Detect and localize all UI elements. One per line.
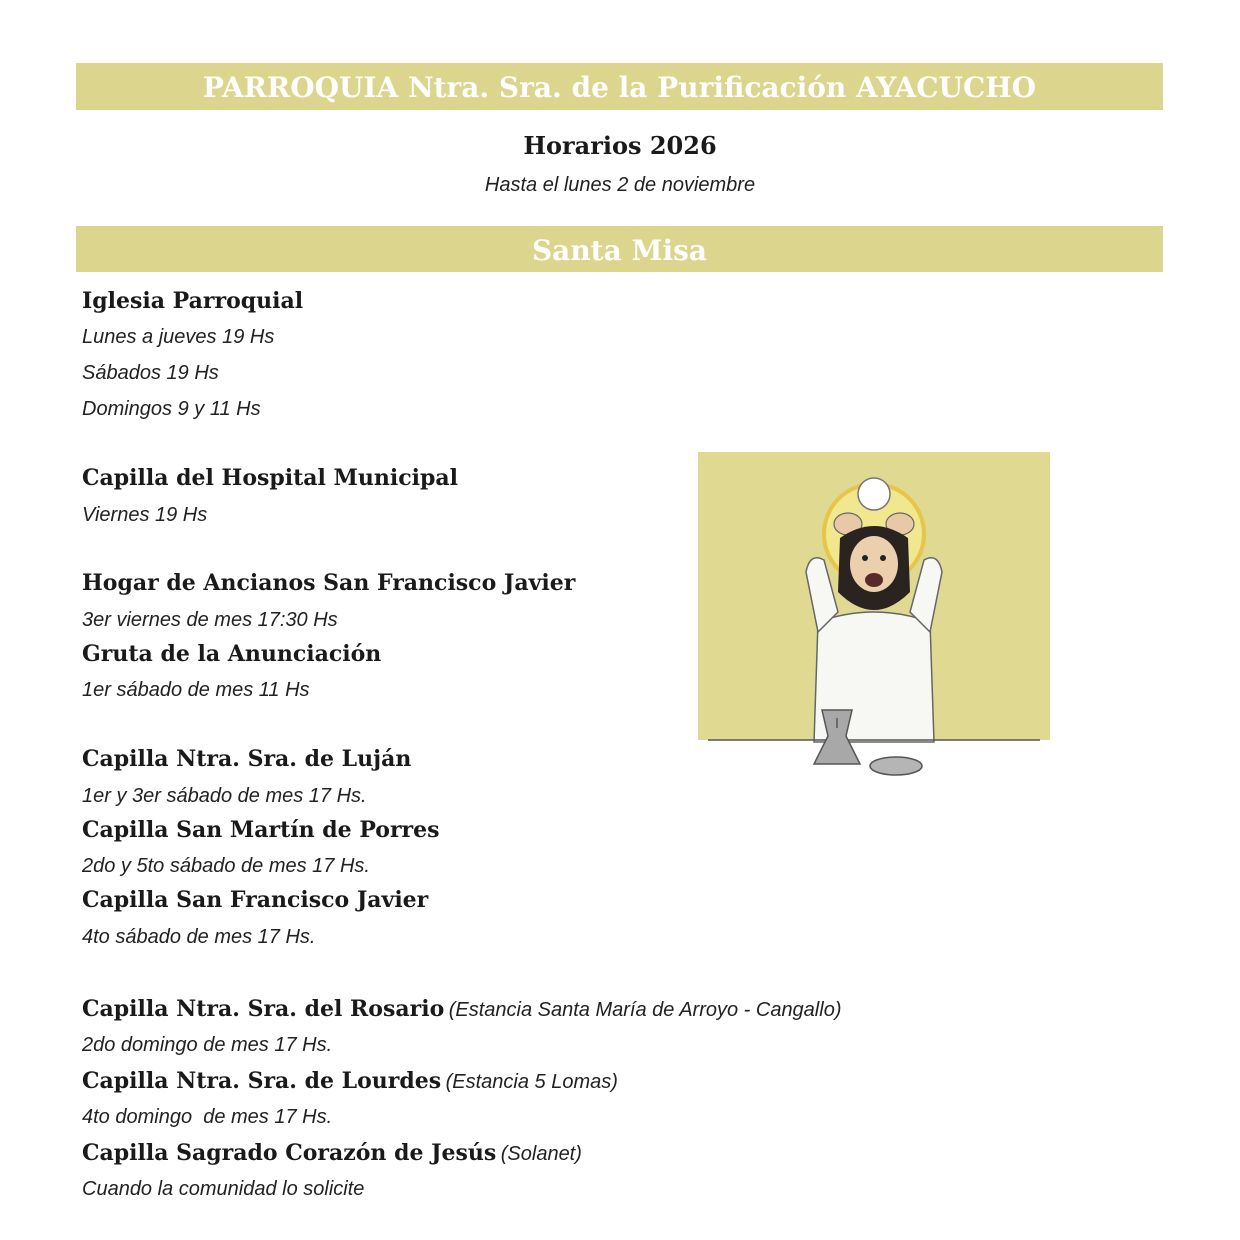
place-note: (Estancia Santa María de Arroyo - Cangallo) — [448, 999, 842, 1021]
place-heading — [82, 996, 841, 1022]
section-title: Santa Misa — [531, 234, 708, 267]
place-name: Iglesia Parroquial — [82, 288, 304, 314]
place-note: (Solanet) — [500, 1143, 582, 1165]
priest-elevating-host-icon — [698, 452, 1050, 792]
schedule-line: 3er viernes de mes 17:30 Hs — [82, 609, 338, 631]
place-name: Capilla Ntra. Sra. de Luján — [82, 746, 412, 772]
schedule-line: 1er y 3er sábado de mes 17 Hs. — [82, 785, 367, 807]
schedule-line: 1er sábado de mes 11 Hs — [82, 679, 310, 701]
page-title: Horarios 2026 — [523, 131, 717, 160]
schedule-line: Lunes a jueves 19 Hs — [82, 326, 275, 348]
schedule-line: Viernes 19 Hs — [82, 504, 208, 526]
parish-name: PARROQUIA Ntra. Sra. de la Purificación AYACUCHO — [202, 71, 1037, 104]
place-name: Gruta de la Anunciación — [82, 641, 382, 667]
place-heading — [82, 1140, 582, 1166]
place-name: Capilla San Francisco Javier — [82, 887, 429, 913]
parish-banner — [76, 63, 1163, 110]
schedule-line: 4to sábado de mes 17 Hs. — [82, 926, 316, 948]
place-name: Capilla Sagrado Corazón de Jesús — [82, 1140, 497, 1166]
schedule-line: Sábados 19 Hs — [82, 362, 219, 384]
place-name: Capilla San Martín de Porres — [82, 817, 440, 843]
page-subtitle: Hasta el lunes 2 de noviembre — [484, 174, 756, 196]
schedule-line: 2do domingo de mes 17 Hs. — [82, 1034, 333, 1056]
section-banner — [76, 226, 1163, 272]
schedule-line: Domingos 9 y 11 Hs — [82, 398, 261, 420]
schedule-line: Cuando la comunidad lo solicite — [82, 1178, 365, 1200]
schedule-line: 4to domingo de mes 17 Hs. — [82, 1106, 333, 1128]
place-name: Capilla Ntra. Sra. de Lourdes — [82, 1068, 442, 1094]
place-note: (Estancia 5 Lomas) — [445, 1071, 618, 1093]
place-name: Capilla del Hospital Municipal — [82, 465, 458, 491]
place-name: Hogar de Ancianos San Francisco Javier — [82, 570, 576, 596]
place-name: Capilla Ntra. Sra. del Rosario — [82, 996, 445, 1022]
place-heading — [82, 1068, 618, 1094]
schedule-line: 2do y 5to sábado de mes 17 Hs. — [82, 855, 370, 877]
